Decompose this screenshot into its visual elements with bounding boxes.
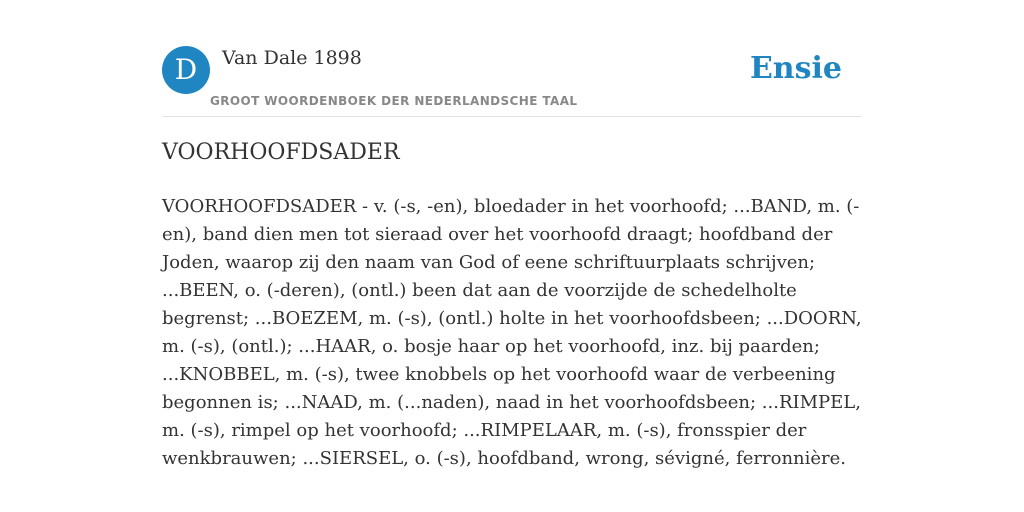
avatar: D [162, 46, 210, 94]
brand-logo[interactable]: Ensie [749, 51, 842, 86]
page-title: VOORHOOFDSADER [162, 140, 400, 165]
header [162, 46, 862, 117]
definition-text: VOORHOOFDSADER - v. (-s, -en), bloedader in het voorhoofd; ...BAND, m. (-en), band dien men tot sieraad over het voorhoofd draagt; hoofdband der Joden, waarop zij den naam van God of eene schriftuurplaats schrijven; ...BEEN, o. (-deren), (ontl.) been dat aan de voorzijde de schedelholte begrenst; ...BOEZEM, m. (-s), (ontl.) holte in het voorhoofdsbeen; ...DOORN, m. (-s), (ontl.); ...HAAR, o. bosje haar op het voorhoofd, inz. bij paarden; ...KNOBBEL, m. (-s), twee knobbels op het voorhoofd waar de verbeening begonnen is; ...NAAD, m. (...naden), naad in het voorhoofdsbeen; ...RIMPEL, m. (-s), rimpel op het voorhoofd; ...RIMPELAAR, m. (-s), fronsspier der wenkbrauwen; ...SIERSEL, o. (-s), hoofdband, wrong, sévigné, ferronnière. [162, 196, 862, 469]
source-subtitle: GROOT WOORDENBOEK DER NEDERLANDSCHE TAAL [210, 94, 578, 108]
source-title[interactable]: Van Dale 1898 [222, 47, 362, 69]
